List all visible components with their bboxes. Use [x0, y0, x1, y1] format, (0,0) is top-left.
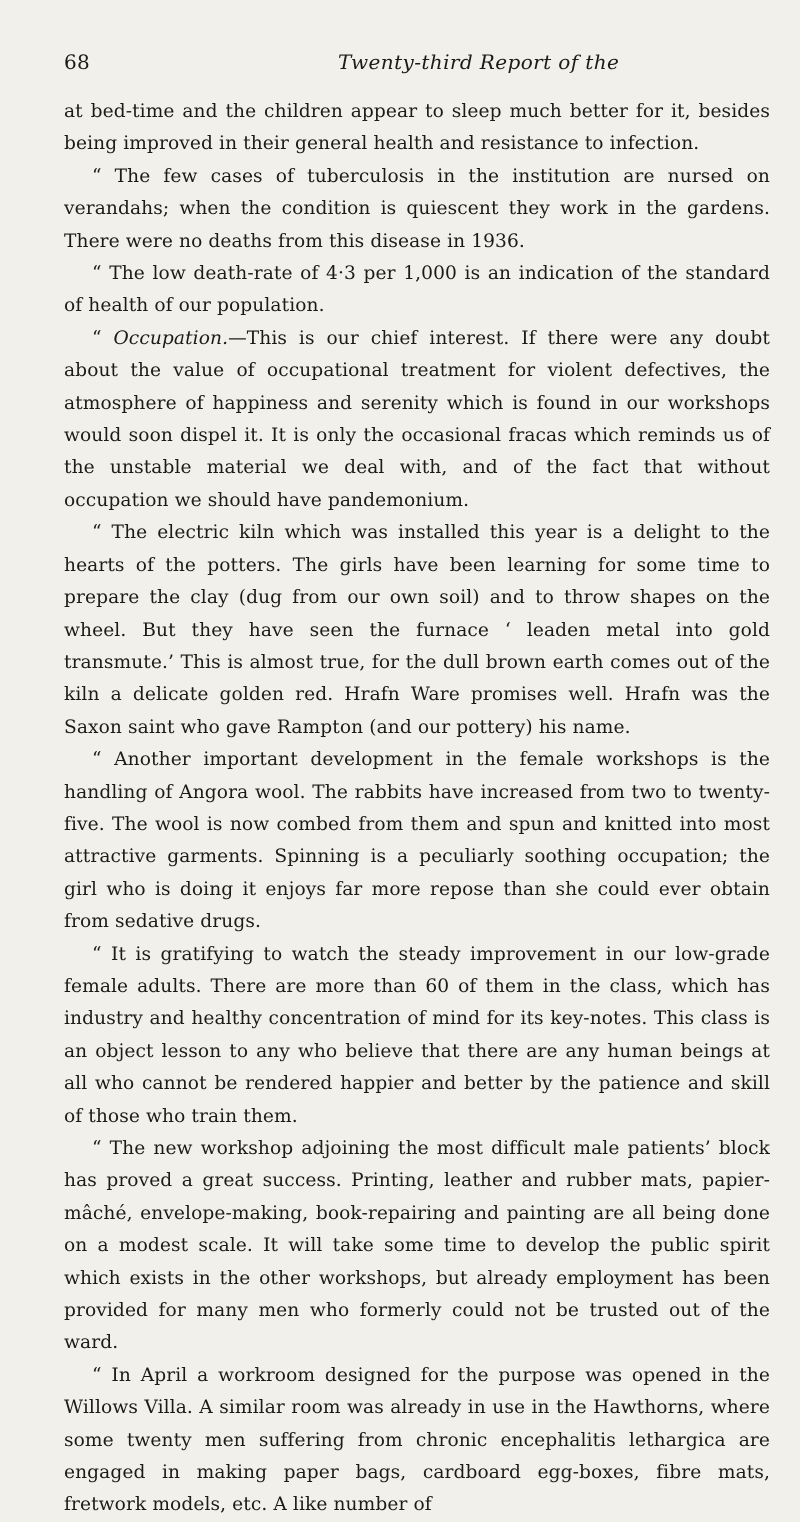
paragraph: “ Another important development in the female workshops is the handling of Angora wool. The rabbits have increased from two to twenty-five. The wool is now combed from them and spun and knitted into most attractive garments. Spinning is a peculiarly soothing occupation; the girl who is doing it enjoys far more repose than she could ever obtain from sedative drugs.	[64, 749, 770, 933]
paragraph: “ It is gratifying to watch the steady improvement in our low-grade female adults. There are more than 60 of them in the class, which has industry and healthy concentration of mind for its key-notes. This class is an object lesson to any who believe that there are any human beings at all who cannot be rendered happier and better by the patience and skill of those who train them.	[64, 943, 770, 1127]
paragraph: “ The new workshop adjoining the most difficult male patients’ block has proved a great success. Printing, leather and rubber mats, papier-mâché, envelope-making, book-repairing and painting are all being done on a modest scale. It will take some time to develop the public spirit which exists in the other workshops, but already employment has been provided for many men who formerly could not be trusted out of the ward.	[64, 1138, 770, 1354]
running-title: Twenty-third Report of the	[338, 50, 620, 74]
paragraph-occupation	[64, 323, 770, 517]
body-text	[64, 96, 770, 1522]
page-number: 68	[64, 50, 91, 74]
open-quote: “	[92, 327, 114, 349]
paragraph: “ The few cases of tuberculosis in the institution are nursed on verandahs; when the condition is quiescent they work in the gardens. There were no deaths from this disease in 1936.	[64, 165, 770, 252]
paragraph: “ The low death-rate of 4·3 per 1,000 is an indication of the standard of health of our population.	[64, 263, 770, 317]
paragraph: “ The electric kiln which was installed this year is a delight to the hearts of the potters. The girls have been learning for some time to prepare the clay (dug from our own soil) and to throw shapes on the wheel. But they have seen the furnace ‘ leaden metal into gold transmute.’ This is almost true, for the dull brown earth comes out of the kiln a delicate golden red. Hrafn Ware promises well. Hrafn was the Saxon saint who gave Rampton (and our pottery) his name.	[64, 522, 770, 738]
paragraph: at bed-time and the children appear to sleep much better for it, besides being improved in their general health and resistance to infection.	[64, 101, 770, 155]
paragraph: “ In April a workroom designed for the purpose was opened in the Willows Villa. A similar room was already in use in the Hawthorns, where some twenty men suffering from chronic encephalitis lethargica are engaged in making paper bags, cardboard egg-boxes, fibre mats, fretwork models, etc. A like number of	[64, 1364, 770, 1516]
section-heading-occupation: Occupation.	[113, 327, 229, 349]
page-header	[64, 50, 768, 80]
paragraph-text: —This is our chief interest. If there were any doubt about the value of occupational treatment for violent defectives, the atmosphere of happiness and serenity which is found in our workshops would soon dispel it. It is only the occasional fracas which reminds us of the unstable material we deal with, and of the fact that without occupation we should have pandemonium.	[64, 327, 770, 511]
